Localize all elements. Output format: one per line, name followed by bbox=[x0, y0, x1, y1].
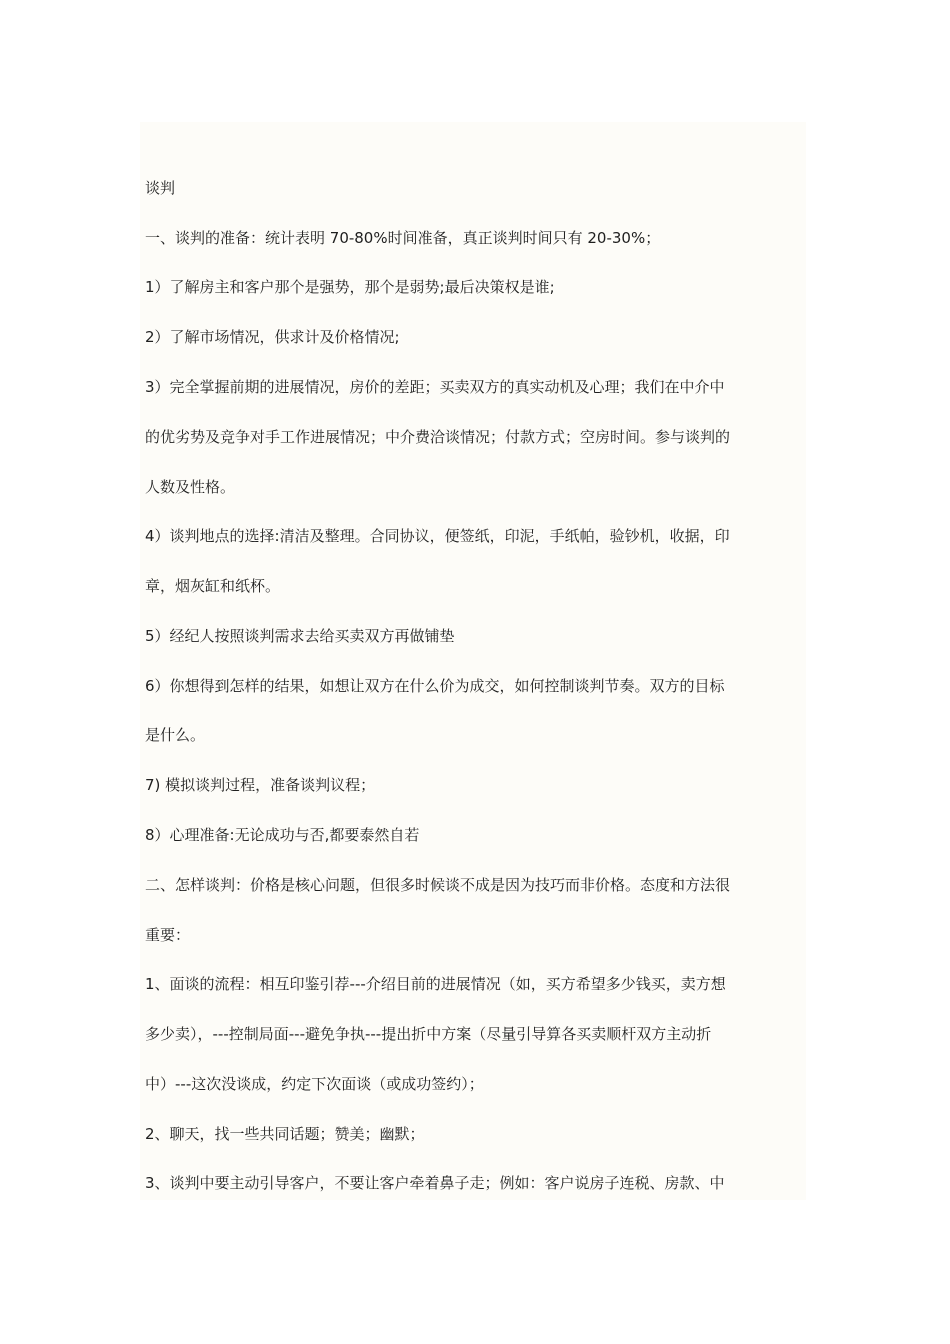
text-line: 二、怎样谈判：价格是核心问题，但很多时候谈不成是因为技巧而非价格。态度和方法很 bbox=[145, 876, 731, 894]
text-line: 中）---这次没谈成，约定下次面谈（或成功签约）； bbox=[145, 1075, 484, 1093]
text-line: 7) 模拟谈判过程，准备谈判议程； bbox=[145, 776, 376, 794]
text-line: 多少卖），---控制局面---避免争执---提出折中方案（尽量引导算各买卖顺杆双方主动折 bbox=[145, 1025, 712, 1043]
text-line: 人数及性格。 bbox=[145, 478, 236, 496]
text-line: 的优劣势及竞争对手工作进展情况；中介费洽谈情况；付款方式；空房时间。参与谈判的 bbox=[145, 428, 731, 446]
text-line: 是什么。 bbox=[145, 726, 206, 744]
text-line: 4）谈判地点的选择:清洁及整理。合同协议，便签纸，印泥，手纸帕，验钞机，收据，印 bbox=[145, 527, 730, 545]
text-line: 1、面谈的流程：相互印鉴引荐---介绍目前的进展情况（如，买方希望多少钱买，卖方想 bbox=[145, 975, 726, 993]
document-title: 谈判 bbox=[145, 179, 176, 197]
text-line: 重要： bbox=[145, 926, 191, 944]
text-line: 2）了解市场情况，供求计及价格情况; bbox=[145, 328, 400, 346]
text-line: 2、聊天，找一些共同话题；赞美；幽默； bbox=[145, 1125, 425, 1143]
text-line: 1）了解房主和客户那个是强势，那个是弱势;最后决策权是谁; bbox=[145, 278, 555, 296]
text-line: 3）完全掌握前期的进展情况，房价的差距；买卖双方的真实动机及心理；我们在中介中 bbox=[145, 378, 725, 396]
text-line: 3、谈判中要主动引导客户，不要让客户牵着鼻子走；例如：客户说房子连税、房款、中 bbox=[145, 1174, 725, 1192]
text-line: 一、谈判的准备：统计表明 70-80%时间准备，真正谈判时间只有 20-30%； bbox=[145, 229, 661, 247]
text-line: 8）心理准备:无论成功与否,都要泰然自若 bbox=[145, 826, 420, 844]
text-line: 章，烟灰缸和纸杯。 bbox=[145, 577, 281, 595]
text-line: 6）你想得到怎样的结果，如想让双方在什么价为成交，如何控制谈判节奏。双方的目标 bbox=[145, 677, 725, 695]
text-line: 5）经纪人按照谈判需求去给买卖双方再做铺垫 bbox=[145, 627, 455, 645]
